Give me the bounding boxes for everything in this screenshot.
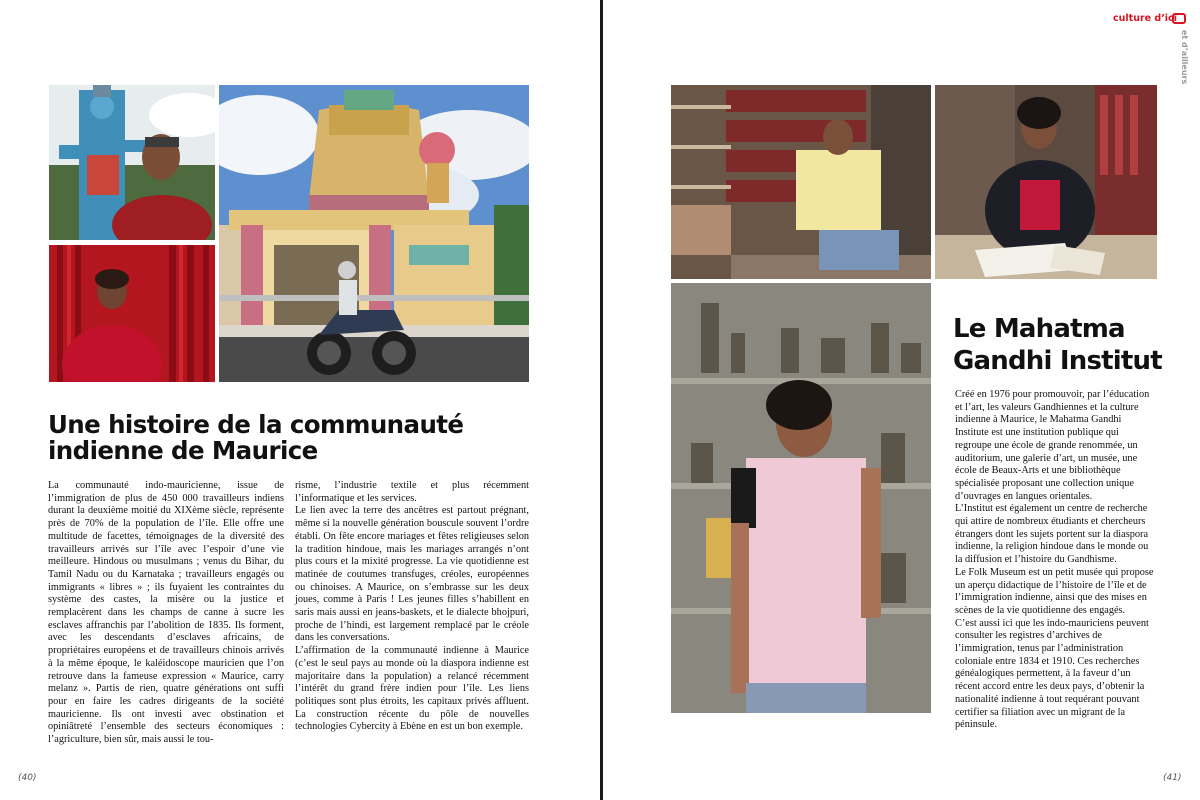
article-column-1 (48, 480, 284, 747)
article-column-2 (295, 480, 529, 734)
section-tag: culture d’ici (1113, 13, 1177, 24)
headline-line-1: Une histoire de la communauté (48, 410, 464, 439)
article-headline (48, 412, 528, 464)
photo-hindu-temple-motorbike (219, 85, 529, 382)
paragraph: Le lien avec la terre des ancêtres est partout prégnant, même si la nouvelle génération bouscule souvent l’ordre établi. On fête encore mariages et fêtes religieuses selon la tradition hindoue, mais les mariages arrangés n’ont plus cours et la mixité progresse. La vie quotidienne est matinée de coutumes transfuges, créoles, européennes ou chinoises. A Maurice, on s’embrasse sur les deux joues, comme à Paris ! Les jeunes filles s’habillent en saris mais aussi en jeans-baskets, et le dialecte bhojpuri, proche de l’hindi, est largement remplacé par le créole dans les conversations. (295, 505, 529, 644)
photo-woman-red-curtain (49, 245, 215, 382)
sidebar-headline (953, 313, 1173, 377)
side-tag: et d’ailleurs (1180, 30, 1189, 85)
paragraph: C’est aussi ici que les indo-mauriciens peuvent consulter les registres d’archives de l’immigration, tenus par l’administration coloniale entre 1834 et 1910. Ces recherches généalogiques permettent, à la faveur d’un récent accord entre les deux pays, d’obtenir la nationalité indienne à tout requérant pouvant certifier sa filiation avec un migrant de la péninsule. (955, 617, 1149, 731)
photo-girl-folk-museum (671, 283, 931, 713)
paragraph: L’Institut est également un centre de recherche qui attire de nombreux étudiants et chercheurs étrangers dont les sujets portent sur la diaspora indienne, la religion hindoue dans le monde ou la diffusion et l’histoire du Gandhisme. (955, 503, 1149, 566)
paragraph: Créé en 1976 pour promouvoir, par l’éducation et l’art, les valeurs Gandhiennes et la culture indienne à Maurice, le Mahatma Gandhi Institute est une institution publique qui regroupe une école de grande renommée, un auditorium, une galerie d’art, un musée, une école de Beaux-Arts et une bibliothèque spécialisée proposant une collection unique d’ouvrages en langues orientales. (955, 389, 1150, 502)
photo-man-library (671, 85, 931, 279)
paragraph: L’affirmation de la communauté indienne à Maurice (c’est le seul pays au monde où la diaspora indienne est majoritaire dans la population) a relancé récemment l’intérêt du grand frère indien pour l’île. Les liens politiques sont plus étroits, les capitaux privés affluent. La construction récente du pôle de nouvelles technologies Cybercity à Ebène en est un bon exemple. (295, 645, 529, 733)
sidebar-column (955, 389, 1155, 732)
page-number-left: (40) (18, 773, 37, 783)
headline-line-1: Le Mahatma (953, 314, 1125, 344)
section-tag-icon (1172, 13, 1186, 24)
paragraph: La communauté indo-mauricienne, issue de l’immigration de plus de 450 000 travailleurs indiens durant la deuxième moitié du XIXème siècle, représente près de 70% de la population de l’île. Elle offre une multitude de facettes, témoignages de la diversité des travailleurs arrivés sur l’île avec l’espoir d’une vie meilleure. Hindous ou musulmans ; venus du Bihar, du Tamil Nadu ou du Karnataka ; travailleurs engagés ou immigrants « libres » ; ils fuyaient les contraintes du système des castes, la misère ou la justice et remplacèrent dans les champs de canne à sucre les esclaves affranchis par l’abolition de 1835. Ils forment, avec les descendants d’esclaves africains, de propriétaires européens et de travailleurs chinois arrivés à la même époque, le kaléidoscope mauricien que l’on retrouve dans la fameuse expression « Maurice, carry melanz ». Partis de rien, quatre générations ont suffi pour en faire les cadres dirigeants de la société mauricienne. Ils ont investi avec obstination et opiniâtreté l’ensemble des secteurs économiques : l’agriculture, bien sûr, mais aussi le tou- (48, 480, 284, 746)
headline-line-2: indienne de Maurice (48, 436, 318, 465)
headline-line-2: Gandhi Institut (953, 346, 1162, 376)
page-number-right: (41) (1163, 773, 1182, 783)
paragraph: Le Folk Museum est un petit musée qui propose un aperçu didactique de l’histoire de l’île et de l’immigration indienne, ainsi que des mises en scènes de la vie quotidienne des engagés. (955, 566, 1154, 616)
photo-student-writing (935, 85, 1157, 279)
paragraph: risme, l’industrie textile et plus récemment l’informatique et les services. (295, 480, 529, 504)
photo-shiva-statue-man (49, 85, 215, 240)
